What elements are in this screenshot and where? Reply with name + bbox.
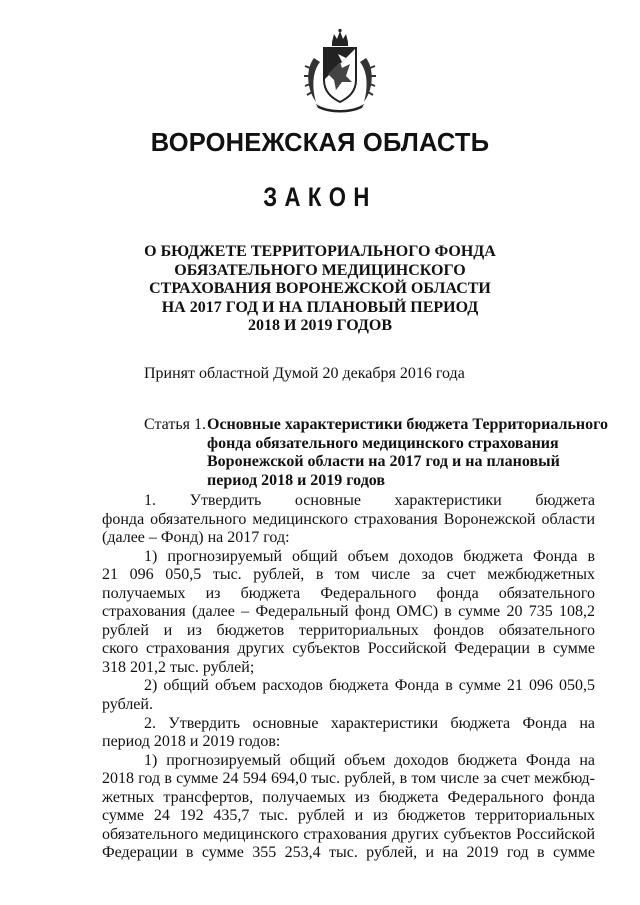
body-line: рублей.	[102, 696, 153, 714]
body-line: 2018 год в сумме 24 594 694,0 тыс. рублей, в том числе за счет межбюд-	[102, 770, 595, 788]
body-line: 1. Утвердить основные характеристики бюджета	[144, 492, 595, 509]
coat-of-arms-icon	[302, 28, 378, 114]
article-title-line: период 2018 и 2019 годов	[207, 471, 386, 489]
article-title	[207, 416, 608, 490]
region-name: ВОРОНЕЖСКАЯ ОБЛАСТЬ	[150, 129, 490, 157]
body-line: сумме 24 192 435,7 тыс. рублей и из бюджетов территориальных	[102, 807, 595, 825]
body-line: рублей и из бюджетов территориальных фондов обязательного	[102, 621, 595, 639]
body-line: фонда обязательного медицинского страхования Воронежской области	[102, 510, 595, 528]
body-line: жетных трансфертов, получаемых из бюджета Федерального фонда	[102, 788, 595, 806]
law-title-line: ОБЯЗАТЕЛЬНОГО МЕДИЦИНСКОГО	[174, 261, 466, 279]
body-line: 2) общий объем расходов бюджета Фонда в сумме 21 096 050,5	[144, 677, 595, 695]
article-title-line: Основные характеристики бюджета Территориального	[207, 416, 608, 433]
body-line: 21 096 050,5 тыс. рублей, в том числе за счет межбюджетных	[102, 566, 595, 584]
body-line: 1) прогнозируемый общий объем доходов бюджета Фонда на	[144, 751, 595, 769]
body-line: страхования (далее – Федеральный фонд ОМС) в сумме 20 735 108,2	[102, 603, 595, 621]
body-line: ского страхования других субъектов Российской Федерации в сумме	[102, 640, 595, 658]
body-line: обязательного медицинского страхования других субъектов Российской	[102, 825, 595, 843]
law-title-line: О БЮДЖЕТЕ ТЕРРИТОРИАЛЬНОГО ФОНДА	[144, 243, 496, 260]
law-title-line: 2018 И 2019 ГОДОВ	[248, 317, 392, 335]
body-line: период 2018 и 2019 годов:	[102, 733, 281, 751]
body-line: 2. Утвердить основные характеристики бюджета Фонда на	[144, 714, 595, 732]
body-line: получаемых из бюджета Федерального фонда обязательного	[102, 584, 595, 602]
body-line: 318 201,2 тыс. рублей;	[102, 658, 255, 676]
law-title-line: НА 2017 ГОД И НА ПЛАНОВЫЙ ПЕРИОД	[161, 298, 479, 316]
document-type: ЗАКОН	[263, 182, 377, 212]
adoption-note: Принят областной Думой 20 декабря 2016 года	[144, 365, 465, 382]
article-label: Статья 1.	[144, 416, 206, 433]
article-title-line: Воронежской области на 2017 год и на плановый	[207, 453, 560, 470]
body-line: 1) прогнозируемый общий объем доходов бюджета Фонда в	[144, 547, 595, 565]
body-line: (далее – Фонд) на 2017 год:	[102, 529, 290, 547]
article-title-line: фонда обязательного медицинского страхования	[207, 434, 559, 452]
article-body	[102, 492, 595, 863]
law-title	[0, 243, 640, 336]
law-title-line: СТРАХОВАНИЯ ВОРОНЕЖСКОЙ ОБЛАСТИ	[149, 280, 491, 298]
body-line: Федерации в сумме 355 253,4 тыс. рублей, и на 2019 год в сумме	[102, 844, 595, 862]
